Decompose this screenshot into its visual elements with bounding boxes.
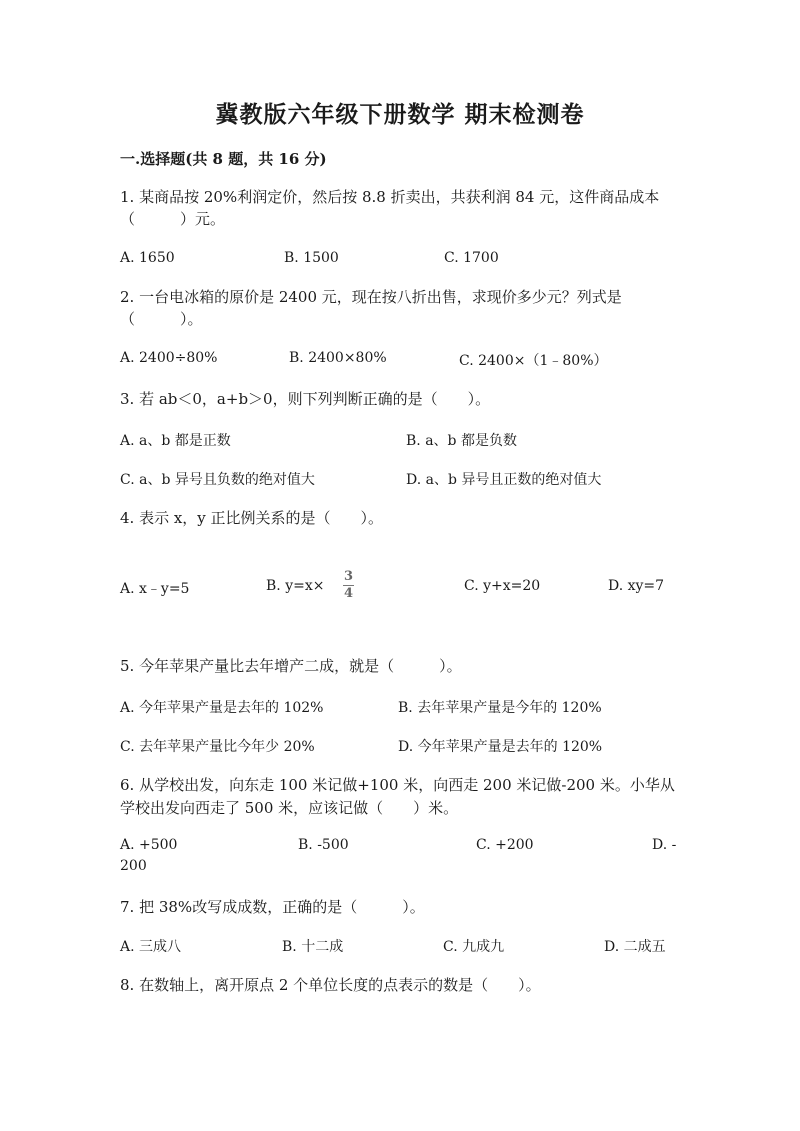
q4-option-a: A. x﹣y=5 bbox=[120, 581, 190, 597]
q3-option-d: D. a、b 异号且正数的绝对值大 bbox=[406, 472, 602, 488]
question-4-text: 4. 表示 x，y 正比例关系的是（ ）。 bbox=[120, 509, 384, 527]
q6-option-c: C. +200 bbox=[476, 837, 534, 853]
question-2-text: 2. 一台电冰箱的原价是 2400 元，现在按八折出售，求现价多少元？列式是 bbox=[120, 288, 622, 306]
q7-option-c: C. 九成九 bbox=[443, 939, 505, 955]
q4-option-d: D. xy=7 bbox=[608, 578, 665, 594]
q5-option-d: D. 今年苹果产量是去年的 120% bbox=[398, 739, 603, 755]
q6-option-a: A. +500 bbox=[120, 837, 178, 853]
q4-option-c: C. y+x=20 bbox=[464, 578, 541, 594]
q3-option-a: A. a、b 都是正数 bbox=[120, 433, 231, 449]
q2-option-c: C. 2400×（1﹣80%） bbox=[459, 353, 608, 369]
question-6-text-line2: 学校出发向西走了 500 米，应该记做（ ）米。 bbox=[120, 799, 459, 817]
question-5-text: 5. 今年苹果产量比去年增产二成，就是（ ）。 bbox=[120, 657, 462, 675]
question-8-text: 8. 在数轴上，离开原点 2 个单位长度的点表示的数是（ ）。 bbox=[120, 976, 541, 994]
question-2-blank: （ ）。 bbox=[120, 310, 203, 328]
q3-option-b: B. a、b 都是负数 bbox=[406, 433, 517, 449]
question-1-blank: （ ）元。 bbox=[120, 210, 226, 228]
fraction-denominator: 4 bbox=[344, 586, 354, 601]
question-3-text: 3. 若 ab＜0，a+b＞0，则下列判断正确的是（ ）。 bbox=[120, 390, 491, 408]
q7-option-a: A. 三成八 bbox=[120, 939, 182, 955]
section-heading: 一.选择题(共 8 题，共 16 分) bbox=[120, 150, 327, 168]
q6-option-d-continued: 200 bbox=[120, 858, 147, 874]
q7-option-b: B. 十二成 bbox=[282, 939, 344, 955]
q5-option-b: B. 去年苹果产量是今年的 120% bbox=[398, 700, 602, 716]
q7-option-d: D. 二成五 bbox=[604, 939, 666, 955]
q5-option-c: C. 去年苹果产量比今年少 20% bbox=[120, 739, 315, 755]
question-6-text: 6. 从学校出发，向东走 100 米记做+100 米，向西走 200 米记做-200 米。小华从 bbox=[120, 776, 675, 794]
q5-option-a: A. 今年苹果产量是去年的 102% bbox=[120, 700, 324, 716]
fraction-numerator: 3 bbox=[344, 569, 354, 584]
question-1-text: 1. 某商品按 20%利润定价，然后按 8.8 折卖出，共获利润 84 元，这件商品成本 bbox=[120, 188, 660, 206]
page-title: 冀教版六年级下册数学 期末检测卷 bbox=[215, 101, 585, 128]
q1-option-a: A. 1650 bbox=[120, 250, 175, 266]
q4-option-b bbox=[266, 578, 324, 594]
q6-option-b: B. -500 bbox=[298, 837, 349, 853]
q3-option-c: C. a、b 异号且负数的绝对值大 bbox=[120, 472, 315, 488]
question-7-text: 7. 把 38%改写成成数，正确的是（ ）。 bbox=[120, 898, 425, 916]
q2-option-a: A. 2400÷80% bbox=[120, 350, 218, 366]
q4-option-b-prefix: B. y=x× bbox=[266, 578, 325, 594]
q2-option-b: B. 2400×80% bbox=[289, 350, 387, 366]
q1-option-c: C. 1700 bbox=[444, 250, 499, 266]
q1-option-b: B. 1500 bbox=[284, 250, 339, 266]
q6-option-d: D. - bbox=[652, 837, 677, 853]
fraction-three-quarters bbox=[343, 570, 354, 601]
